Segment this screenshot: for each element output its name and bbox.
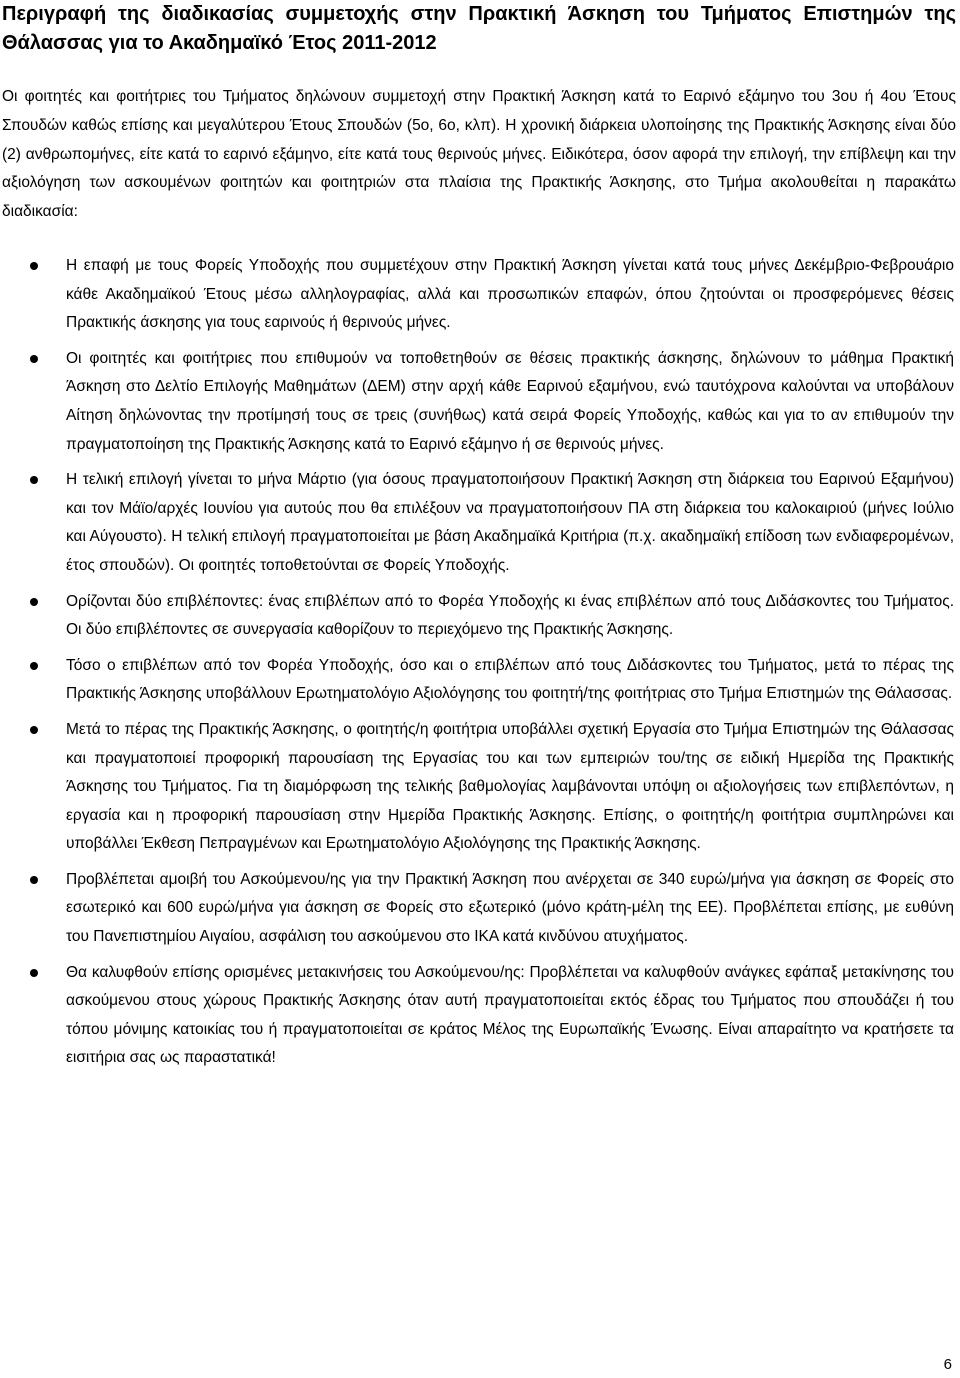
bullet-dot-icon — [30, 355, 38, 363]
document-title: Περιγραφή της διαδικασίας συμμετοχής στην Πρακτική Άσκηση του Τμήματος Επιστημών της Θάλασσας για το Ακαδημαϊκό Έτος 2011-2012 — [2, 3, 956, 54]
intro-paragraph: Οι φοιτητές και φοιτήτριες του Τμήματος δηλώνουν συμμετοχή στην Πρακτική Άσκηση κατά το Εαρινό εξάμηνο του 3ου ή 4ου Έτους Σπουδών καθώς επίσης και μεγαλύτερου Έτους Σπουδών (5ο, 6ο, κλπ). Η χρονική διάρκεια υλοποίησης της Πρακτικής Άσκησης είναι δύο (2) ανθρωπομήνες, είτε κατά το εαρινό εξάμηνο, είτε κατά τους θερινούς μήνες. Ειδικότερα, όσον αφορά την επιλογή, την επίβλεψη και την αξιολόγηση των ασκουμένων φοιτητών και φοιτητριών στα πλαίσια της Πρακτικής Άσκησης, στο Τμήμα ακολουθείται η παρακάτω διαδικασία: — [2, 88, 956, 221]
list-item-text: Οι φοιτητές και φοιτήτριες που επιθυμούν να τοποθετηθούν σε θέσεις πρακτικής άσκησης, δηλώνουν το μάθημα Πρακτική Άσκηση στο Δελτίο Επιλογής Μαθημάτων (ΔΕΜ) στην αρχή κάθε Εαρινού εξαμήνου, ενώ ταυτόχρονα καλούνται να υποβάλουν Αίτηση δηλώνοντας την προτίμησή τους σε τρεις (συνήθως) κατά σειρά Φορείς Υποδοχής, καθώς και για το αν επιθυμούν την πραγματοποίηση της Πρακτικής Άσκησης κατά το Εαρινό εξάμηνο ή σε θερινούς μήνες. — [66, 349, 954, 453]
bullet-dot-icon — [30, 262, 38, 270]
bullet-dot-icon — [30, 662, 38, 670]
list-item-text: Θα καλυφθούν επίσης ορισμένες μετακινήσεις του Ασκούμενου/ης: Προβλέπεται να καλυφθούν ανάγκες εφάπαξ μετακίνησης του ασκούμενου στους χώρους Πρακτικής Άσκησης όταν αυτή πραγματοποιείται εκτός έδρας του Τμήματος που σπουδάζει ή του τόπου μόνιμης κατοικίας του ή πραγματοποιείται σε κράτος Μέλος της Ευρωπαϊκής Ένωσης. Είναι απαραίτητο να κρατήσετε τα εισιτήρια σας ως παραστατικά! — [66, 963, 954, 1067]
list-item-text: Προβλέπεται αμοιβή του Ασκούμενου/ης για την Πρακτική Άσκηση που ανέρχεται σε 340 ευρώ/μήνα για άσκηση σε Φορείς στο εσωτερικό και 600 ευρώ/μήνα για άσκηση σε Φορείς στο εξωτερικό (μόνο κράτη-μέλη της ΕΕ). Προβλέπεται επίσης, με ευθύνη του Πανεπιστημίου Αιγαίου, ασφάλιση του ασκούμενου στο ΙΚΑ κατά κινδύνου ατυχήματος. — [66, 870, 954, 946]
list-item-text: Ορίζονται δύο επιβλέποντες: ένας επιβλέπων από το Φορέα Υποδοχής κι ένας επιβλέπων από τους Διδάσκοντες του Τμήματος. Οι δύο επιβλέποντες σε συνεργασία καθορίζουν το περιεχόμενο της Πρακτικής Άσκησης. — [66, 592, 954, 639]
bullet-dot-icon — [30, 476, 38, 484]
list-item — [0, 252, 960, 338]
list-item-text: Τόσο ο επιβλέπων από τον Φορέα Υποδοχής, όσο και ο επιβλέπων από τους Διδάσκοντες του Τμήματος, μετά το πέρας της Πρακτικής Άσκησης υποβάλλουν Ερωτηματολόγιο Αξιολόγησης του φοιτητή/της φοιτήτριας στο Τμήμα Επιστημών της Θάλασσας. — [66, 656, 954, 703]
list-item-text: Μετά το πέρας της Πρακτικής Άσκησης, ο φοιτητής/η φοιτήτρια υποβάλλει σχετική Εργασία στο Τμήμα Επιστημών της Θάλασσας και πραγματοποιεί προφορική παρουσίαση της Εργασίας του και των εμπειριών του/της σε ειδική Ημερίδα της Πρακτικής Άσκησης του Τμήματος. Για τη διαμόρφωση της τελικής βαθμολογίας λαμβάνονται υπόψη οι αξιολογήσεις των επιβλεπόντων, η εργασία και η προφορική παρουσίαση στην Ημερίδα Πρακτικής Άσκησης. Επίσης, ο φοιτητής/η φοιτήτρια συμπληρώνει και υποβάλλει Έκθεση Πεπραγμένων και Ερωτηματολόγιο Αξιολόγησης της Πρακτικής Άσκησης. — [66, 720, 954, 853]
page-number: 6 — [943, 1356, 952, 1373]
bullet-dot-icon — [30, 598, 38, 606]
list-item-text: Η επαφή με τους Φορείς Υποδοχής που συμμετέχουν στην Πρακτική Άσκηση γίνεται κατά τους μήνες Δεκέμβριο-Φεβρουάριο κάθε Ακαδημαϊκού Έτους μέσω αλληλογραφίας, αλλά και προσωπικών επαφών, όπου ζητούνται οι προσφερόμενες θέσεις Πρακτικής άσκησης για τους εαρινούς ή θερινούς μήνες. — [66, 257, 954, 332]
list-item — [0, 716, 960, 859]
procedure-list — [0, 252, 960, 1080]
list-item — [0, 345, 960, 459]
list-item-text: Η τελική επιλογή γίνεται το μήνα Μάρτιο (για όσους πραγματοποιήσουν Πρακτική Άσκηση στη διάρκεια του Εαρινού Εξαμήνου) και τον Μάϊο/αρχές Ιουνίου για αυτούς που θα επιλέξουν να πραγματοποιήσουν ΠΑ στη διάρκεια του καλοκαιριού (μήνες Ιούλιο και Αύγουστο). Η τελική επιλογή πραγματοποιείται με βάση Ακαδημαϊκά Κριτήρια (π.χ. ακαδημαϊκή επίδοση των ενδιαφερομένων, έτος σπουδών). Οι φοιτητές τοποθετούνται σε Φορείς Υποδοχής. — [66, 471, 954, 574]
list-item — [0, 959, 960, 1073]
bullet-dot-icon — [30, 876, 38, 884]
list-item — [0, 466, 960, 580]
list-item — [0, 866, 960, 952]
list-item — [0, 652, 960, 709]
bullet-dot-icon — [30, 969, 38, 977]
list-item — [0, 588, 960, 645]
bullet-dot-icon — [30, 726, 38, 734]
